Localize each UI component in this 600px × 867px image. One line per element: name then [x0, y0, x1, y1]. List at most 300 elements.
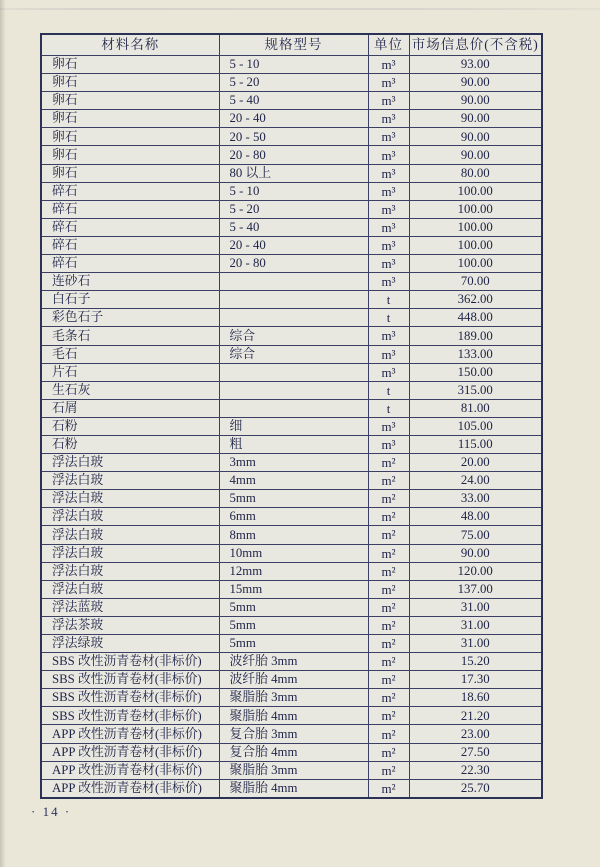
- cell-material-name-text: SBS 改性沥青卷材(非标价): [52, 672, 202, 687]
- cell-spec-model-text: 5 - 20: [229, 201, 260, 216]
- cell-material-name: [41, 508, 219, 526]
- cell-price: [409, 653, 542, 671]
- cell-spec-model-text: 复合胎 4mm: [229, 744, 298, 759]
- cell-unit-text: m²: [381, 509, 396, 525]
- cell-unit: [368, 707, 409, 725]
- cell-price-text: 90.00: [460, 111, 490, 126]
- cell-unit: [368, 508, 409, 526]
- cell-unit-text: m³: [381, 57, 396, 73]
- cell-price: [409, 671, 542, 689]
- cell-price: [409, 363, 542, 381]
- cell-price-text: 33.00: [460, 491, 490, 506]
- cell-spec-model: [219, 146, 368, 164]
- cell-price-text: 100.00: [457, 256, 493, 271]
- cell-spec-model-text: 10mm: [229, 545, 263, 560]
- cell-material-name-text: 石粉: [52, 419, 78, 434]
- cell-spec-model-text: 综合: [229, 328, 256, 343]
- cell-material-name-text: 片石: [52, 364, 78, 379]
- cell-material-name: [41, 635, 219, 653]
- cell-price: [409, 381, 542, 399]
- cell-spec-model-text: 6mm: [229, 509, 256, 524]
- cell-material-name: [41, 671, 219, 689]
- cell-material-name-text: 石粉: [52, 437, 78, 452]
- cell-price: [409, 490, 542, 508]
- cell-unit-text: m²: [381, 672, 396, 688]
- cell-material-name-text: 浮法白玻: [52, 563, 104, 578]
- cell-unit: [368, 635, 409, 653]
- cell-price-text: 80.00: [460, 165, 490, 180]
- scan-artifact-top-line: [0, 8, 600, 10]
- cell-unit-text: m³: [381, 75, 396, 91]
- cell-unit: [368, 291, 409, 309]
- cell-unit: [368, 92, 409, 110]
- cell-price-text: 48.00: [460, 509, 490, 524]
- cell-unit: [368, 345, 409, 363]
- cell-unit-text: m²: [381, 654, 396, 670]
- cell-price-text: 17.30: [460, 672, 490, 687]
- cell-spec-model-text: 12mm: [229, 563, 263, 578]
- cell-material-name: [41, 309, 219, 327]
- cell-spec-model-text: 5mm: [229, 599, 256, 614]
- cell-material-name: [41, 598, 219, 616]
- cell-price-text: 315.00: [457, 382, 493, 397]
- header-row: [41, 34, 542, 56]
- cell-price: [409, 598, 542, 616]
- cell-unit: [368, 74, 409, 92]
- cell-spec-model: [219, 236, 368, 254]
- cell-spec-model: [219, 56, 368, 74]
- cell-price-text: 137.00: [457, 581, 493, 596]
- cell-price-text: 90.00: [460, 147, 490, 162]
- cell-unit: [368, 146, 409, 164]
- cell-material-name-text: 卵石: [52, 147, 78, 162]
- cell-unit-text: t: [386, 400, 391, 416]
- cell-spec-model: [219, 454, 368, 472]
- table-row: [41, 345, 542, 363]
- table-row: [41, 56, 542, 74]
- cell-spec-model: [219, 363, 368, 381]
- cell-unit-text: m³: [381, 328, 396, 344]
- cell-spec-model: [219, 128, 368, 146]
- cell-material-name-text: 浮法白玻: [52, 509, 104, 524]
- cell-spec-model-text: 5mm: [229, 636, 256, 651]
- cell-unit-text: m²: [381, 636, 396, 652]
- cell-spec-model: [219, 743, 368, 761]
- table-row: [41, 110, 542, 128]
- table-row: [41, 490, 542, 508]
- cell-price: [409, 74, 542, 92]
- cell-spec-model: [219, 327, 368, 345]
- cell-unit: [368, 743, 409, 761]
- cell-material-name-text: 石屑: [52, 400, 78, 415]
- cell-material-name: [41, 110, 219, 128]
- table-row: [41, 435, 542, 453]
- cell-unit: [368, 435, 409, 453]
- cell-price-text: 448.00: [457, 310, 493, 325]
- cell-price-text: 93.00: [460, 57, 490, 72]
- cell-material-name-text: 浮法白玻: [52, 473, 104, 488]
- cell-price-text: 90.00: [460, 129, 490, 144]
- cell-unit-text: m³: [381, 437, 396, 453]
- table-row: [41, 327, 542, 345]
- cell-unit-text: m³: [381, 147, 396, 163]
- table-row: [41, 653, 542, 671]
- cell-material-name-text: APP 改性沥青卷材(非标价): [52, 762, 202, 777]
- cell-material-name: [41, 707, 219, 725]
- cell-unit: [368, 309, 409, 327]
- cell-price: [409, 327, 542, 345]
- cell-spec-model: [219, 671, 368, 689]
- cell-unit: [368, 56, 409, 74]
- table-header: [41, 34, 542, 56]
- cell-price: [409, 544, 542, 562]
- cell-spec-model: [219, 544, 368, 562]
- cell-spec-model-text: 5 - 10: [229, 183, 260, 198]
- table-row: [41, 200, 542, 218]
- cell-material-name: [41, 128, 219, 146]
- cell-unit: [368, 273, 409, 291]
- cell-unit: [368, 164, 409, 182]
- cell-material-name-text: 浮法白玻: [52, 545, 104, 560]
- cell-material-name: [41, 472, 219, 490]
- cell-price-text: 31.00: [460, 636, 490, 651]
- cell-unit-text: m²: [381, 473, 396, 489]
- cell-unit-text: m²: [381, 780, 396, 796]
- table-row: [41, 417, 542, 435]
- cell-price-text: 31.00: [460, 599, 490, 614]
- cell-spec-model: [219, 273, 368, 291]
- cell-price: [409, 345, 542, 363]
- table-row: [41, 526, 542, 544]
- cell-price-text: 23.00: [460, 726, 490, 741]
- cell-unit: [368, 472, 409, 490]
- cell-unit: [368, 490, 409, 508]
- cell-spec-model-text: 5 - 40: [229, 93, 260, 108]
- cell-price-text: 15.20: [460, 654, 490, 669]
- cell-material-name-text: 浮法绿玻: [52, 636, 104, 651]
- table-row: [41, 562, 542, 580]
- cell-price: [409, 218, 542, 236]
- table-row: [41, 671, 542, 689]
- cell-price-text: 21.20: [460, 708, 490, 723]
- cell-unit-text: m²: [381, 726, 396, 742]
- cell-material-name-text: 浮法白玻: [52, 491, 104, 506]
- cell-price: [409, 417, 542, 435]
- cell-spec-model-text: 15mm: [229, 581, 263, 596]
- cell-material-name: [41, 725, 219, 743]
- cell-material-name: [41, 236, 219, 254]
- cell-unit-text: m³: [381, 418, 396, 434]
- cell-material-name: [41, 164, 219, 182]
- table-row: [41, 689, 542, 707]
- cell-material-name-text: 碎石: [52, 183, 78, 198]
- cell-price-text: 22.30: [460, 762, 490, 777]
- table-row: [41, 399, 542, 417]
- cell-material-name: [41, 363, 219, 381]
- cell-spec-model: [219, 291, 368, 309]
- cell-material-name: [41, 653, 219, 671]
- cell-price-text: 18.60: [460, 690, 490, 705]
- cell-price-text: 100.00: [457, 219, 493, 234]
- cell-unit: [368, 128, 409, 146]
- cell-material-name: [41, 381, 219, 399]
- cell-unit-text: m³: [381, 256, 396, 272]
- cell-material-name-text: 连砂石: [52, 274, 91, 289]
- cell-price-text: 90.00: [460, 93, 490, 108]
- cell-price: [409, 291, 542, 309]
- table-row: [41, 182, 542, 200]
- cell-material-name: [41, 490, 219, 508]
- cell-price: [409, 743, 542, 761]
- cell-material-name: [41, 200, 219, 218]
- header-spec-model: 规格型号: [219, 34, 368, 56]
- cell-price-text: 24.00: [460, 473, 490, 488]
- cell-price-text: 20.00: [460, 455, 490, 470]
- cell-material-name: [41, 74, 219, 92]
- material-price-table: [40, 33, 543, 799]
- cell-material-name: [41, 92, 219, 110]
- cell-material-name: [41, 345, 219, 363]
- cell-unit: [368, 218, 409, 236]
- cell-spec-model: [219, 616, 368, 634]
- cell-price: [409, 182, 542, 200]
- cell-material-name-text: 卵石: [52, 75, 78, 90]
- cell-material-name-text: 卵石: [52, 93, 78, 108]
- table-row: [41, 707, 542, 725]
- cell-spec-model: [219, 598, 368, 616]
- cell-price: [409, 508, 542, 526]
- cell-spec-model: [219, 761, 368, 779]
- cell-unit-text: m²: [381, 690, 396, 706]
- cell-price-text: 90.00: [460, 545, 490, 560]
- cell-unit-text: m³: [381, 165, 396, 181]
- cell-unit: [368, 725, 409, 743]
- cell-spec-model: [219, 707, 368, 725]
- cell-unit-text: t: [386, 310, 391, 326]
- cell-material-name-text: 碎石: [52, 201, 78, 216]
- cell-material-name: [41, 255, 219, 273]
- cell-unit-text: m³: [381, 129, 396, 145]
- cell-spec-model: [219, 689, 368, 707]
- cell-price: [409, 580, 542, 598]
- cell-unit: [368, 598, 409, 616]
- cell-spec-model-text: 20 - 40: [229, 238, 266, 253]
- cell-unit-text: t: [386, 382, 391, 398]
- table-row: [41, 381, 542, 399]
- cell-material-name-text: 白石子: [52, 292, 91, 307]
- cell-spec-model-text: 3mm: [229, 455, 256, 470]
- cell-price: [409, 164, 542, 182]
- cell-spec-model-text: 波纤胎 3mm: [229, 654, 298, 669]
- cell-price-text: 81.00: [460, 400, 490, 415]
- cell-material-name: [41, 56, 219, 74]
- cell-unit-text: m³: [381, 237, 396, 253]
- cell-price: [409, 309, 542, 327]
- table-row: [41, 309, 542, 327]
- cell-material-name: [41, 562, 219, 580]
- table-row: [41, 454, 542, 472]
- cell-material-name-text: 卵石: [52, 57, 78, 72]
- cell-unit: [368, 182, 409, 200]
- cell-material-name-text: 浮法白玻: [52, 527, 104, 542]
- cell-price: [409, 725, 542, 743]
- cell-spec-model: [219, 218, 368, 236]
- page-number: · 14 ·: [31, 804, 72, 819]
- cell-price-text: 90.00: [460, 75, 490, 90]
- cell-price-text: 133.00: [457, 346, 493, 361]
- cell-spec-model-text: 聚脂胎 3mm: [229, 690, 298, 705]
- cell-price: [409, 236, 542, 254]
- table-row: [41, 218, 542, 236]
- cell-spec-model: [219, 580, 368, 598]
- cell-unit: [368, 580, 409, 598]
- cell-spec-model-text: 波纤胎 4mm: [229, 672, 298, 687]
- cell-spec-model: [219, 526, 368, 544]
- table-row: [41, 74, 542, 92]
- cell-unit-text: m³: [381, 93, 396, 109]
- cell-spec-model: [219, 309, 368, 327]
- cell-spec-model: [219, 635, 368, 653]
- cell-spec-model-text: 20 - 40: [229, 111, 266, 126]
- cell-unit-text: m²: [381, 599, 396, 615]
- cell-price: [409, 56, 542, 74]
- cell-price-text: 115.00: [457, 437, 493, 452]
- cell-material-name: [41, 146, 219, 164]
- cell-material-name-text: 碎石: [52, 256, 78, 271]
- cell-unit: [368, 779, 409, 798]
- cell-material-name-text: APP 改性沥青卷材(非标价): [52, 780, 202, 795]
- cell-spec-model: [219, 255, 368, 273]
- cell-unit: [368, 689, 409, 707]
- cell-unit-text: m³: [381, 274, 396, 290]
- cell-unit: [368, 562, 409, 580]
- cell-spec-model: [219, 110, 368, 128]
- cell-spec-model-text: 20 - 80: [229, 147, 266, 162]
- cell-price: [409, 779, 542, 798]
- cell-unit: [368, 544, 409, 562]
- cell-price: [409, 454, 542, 472]
- cell-price: [409, 146, 542, 164]
- cell-price: [409, 472, 542, 490]
- table-row: [41, 598, 542, 616]
- table-row: [41, 743, 542, 761]
- cell-unit: [368, 761, 409, 779]
- cell-spec-model: [219, 164, 368, 182]
- cell-spec-model: [219, 417, 368, 435]
- cell-material-name-text: 生石灰: [52, 382, 91, 397]
- cell-price: [409, 562, 542, 580]
- cell-price: [409, 200, 542, 218]
- cell-spec-model-text: 20 - 80: [229, 256, 266, 271]
- cell-unit-text: m³: [381, 111, 396, 127]
- cell-price: [409, 761, 542, 779]
- cell-material-name: [41, 218, 219, 236]
- cell-unit-text: m³: [381, 201, 396, 217]
- cell-unit-text: m²: [381, 563, 396, 579]
- cell-unit: [368, 616, 409, 634]
- cell-price: [409, 635, 542, 653]
- cell-material-name-text: SBS 改性沥青卷材(非标价): [52, 654, 202, 669]
- cell-unit-text: m²: [381, 708, 396, 724]
- cell-price-text: 100.00: [457, 238, 493, 253]
- cell-spec-model-text: 聚脂胎 4mm: [229, 780, 298, 795]
- cell-price: [409, 128, 542, 146]
- cell-unit: [368, 363, 409, 381]
- cell-price-text: 189.00: [457, 328, 493, 343]
- cell-material-name: [41, 182, 219, 200]
- cell-unit: [368, 417, 409, 435]
- cell-material-name-text: 碎石: [52, 219, 78, 234]
- cell-material-name: [41, 526, 219, 544]
- cell-spec-model-text: 粗: [229, 437, 243, 452]
- cell-unit: [368, 327, 409, 345]
- cell-spec-model-text: 20 - 50: [229, 129, 266, 144]
- cell-price: [409, 616, 542, 634]
- cell-spec-model: [219, 779, 368, 798]
- table-row: [41, 146, 542, 164]
- cell-material-name-text: APP 改性沥青卷材(非标价): [52, 726, 202, 741]
- table-row: [41, 164, 542, 182]
- table-body: [41, 56, 542, 798]
- cell-unit: [368, 653, 409, 671]
- cell-material-name: [41, 399, 219, 417]
- cell-spec-model-text: 5 - 10: [229, 57, 260, 72]
- cell-spec-model: [219, 653, 368, 671]
- table-row: [41, 725, 542, 743]
- cell-spec-model-text: 细: [229, 419, 243, 434]
- cell-price: [409, 92, 542, 110]
- cell-spec-model-text: 5mm: [229, 491, 256, 506]
- cell-spec-model-text: 聚脂胎 3mm: [229, 762, 298, 777]
- cell-spec-model: [219, 182, 368, 200]
- header-unit: 单位: [368, 34, 409, 56]
- cell-material-name-text: APP 改性沥青卷材(非标价): [52, 744, 202, 759]
- cell-material-name: [41, 435, 219, 453]
- cell-price-text: 105.00: [457, 419, 493, 434]
- header-material-name: 材料名称: [41, 34, 219, 56]
- cell-unit-text: m³: [381, 183, 396, 199]
- table-row: [41, 255, 542, 273]
- cell-price-text: 27.50: [460, 744, 490, 759]
- cell-unit: [368, 454, 409, 472]
- cell-price: [409, 255, 542, 273]
- cell-material-name: [41, 454, 219, 472]
- table-row: [41, 779, 542, 798]
- cell-spec-model: [219, 200, 368, 218]
- cell-price-text: 31.00: [460, 618, 490, 633]
- table-row: [41, 544, 542, 562]
- cell-material-name-text: 浮法白玻: [52, 455, 104, 470]
- cell-unit-text: m²: [381, 455, 396, 471]
- cell-price: [409, 526, 542, 544]
- cell-price-text: 120.00: [457, 563, 493, 578]
- cell-material-name-text: 卵石: [52, 129, 78, 144]
- cell-material-name-text: SBS 改性沥青卷材(非标价): [52, 708, 202, 723]
- cell-price-text: 362.00: [457, 292, 493, 307]
- cell-material-name-text: 彩色石子: [52, 310, 104, 325]
- cell-price-text: 150.00: [457, 364, 493, 379]
- cell-spec-model: [219, 562, 368, 580]
- table-row: [41, 363, 542, 381]
- cell-material-name: [41, 761, 219, 779]
- table-row: [41, 616, 542, 634]
- cell-unit: [368, 236, 409, 254]
- cell-material-name: [41, 616, 219, 634]
- cell-unit-text: m³: [381, 364, 396, 380]
- cell-material-name: [41, 291, 219, 309]
- cell-unit-text: m²: [381, 545, 396, 561]
- cell-spec-model: [219, 381, 368, 399]
